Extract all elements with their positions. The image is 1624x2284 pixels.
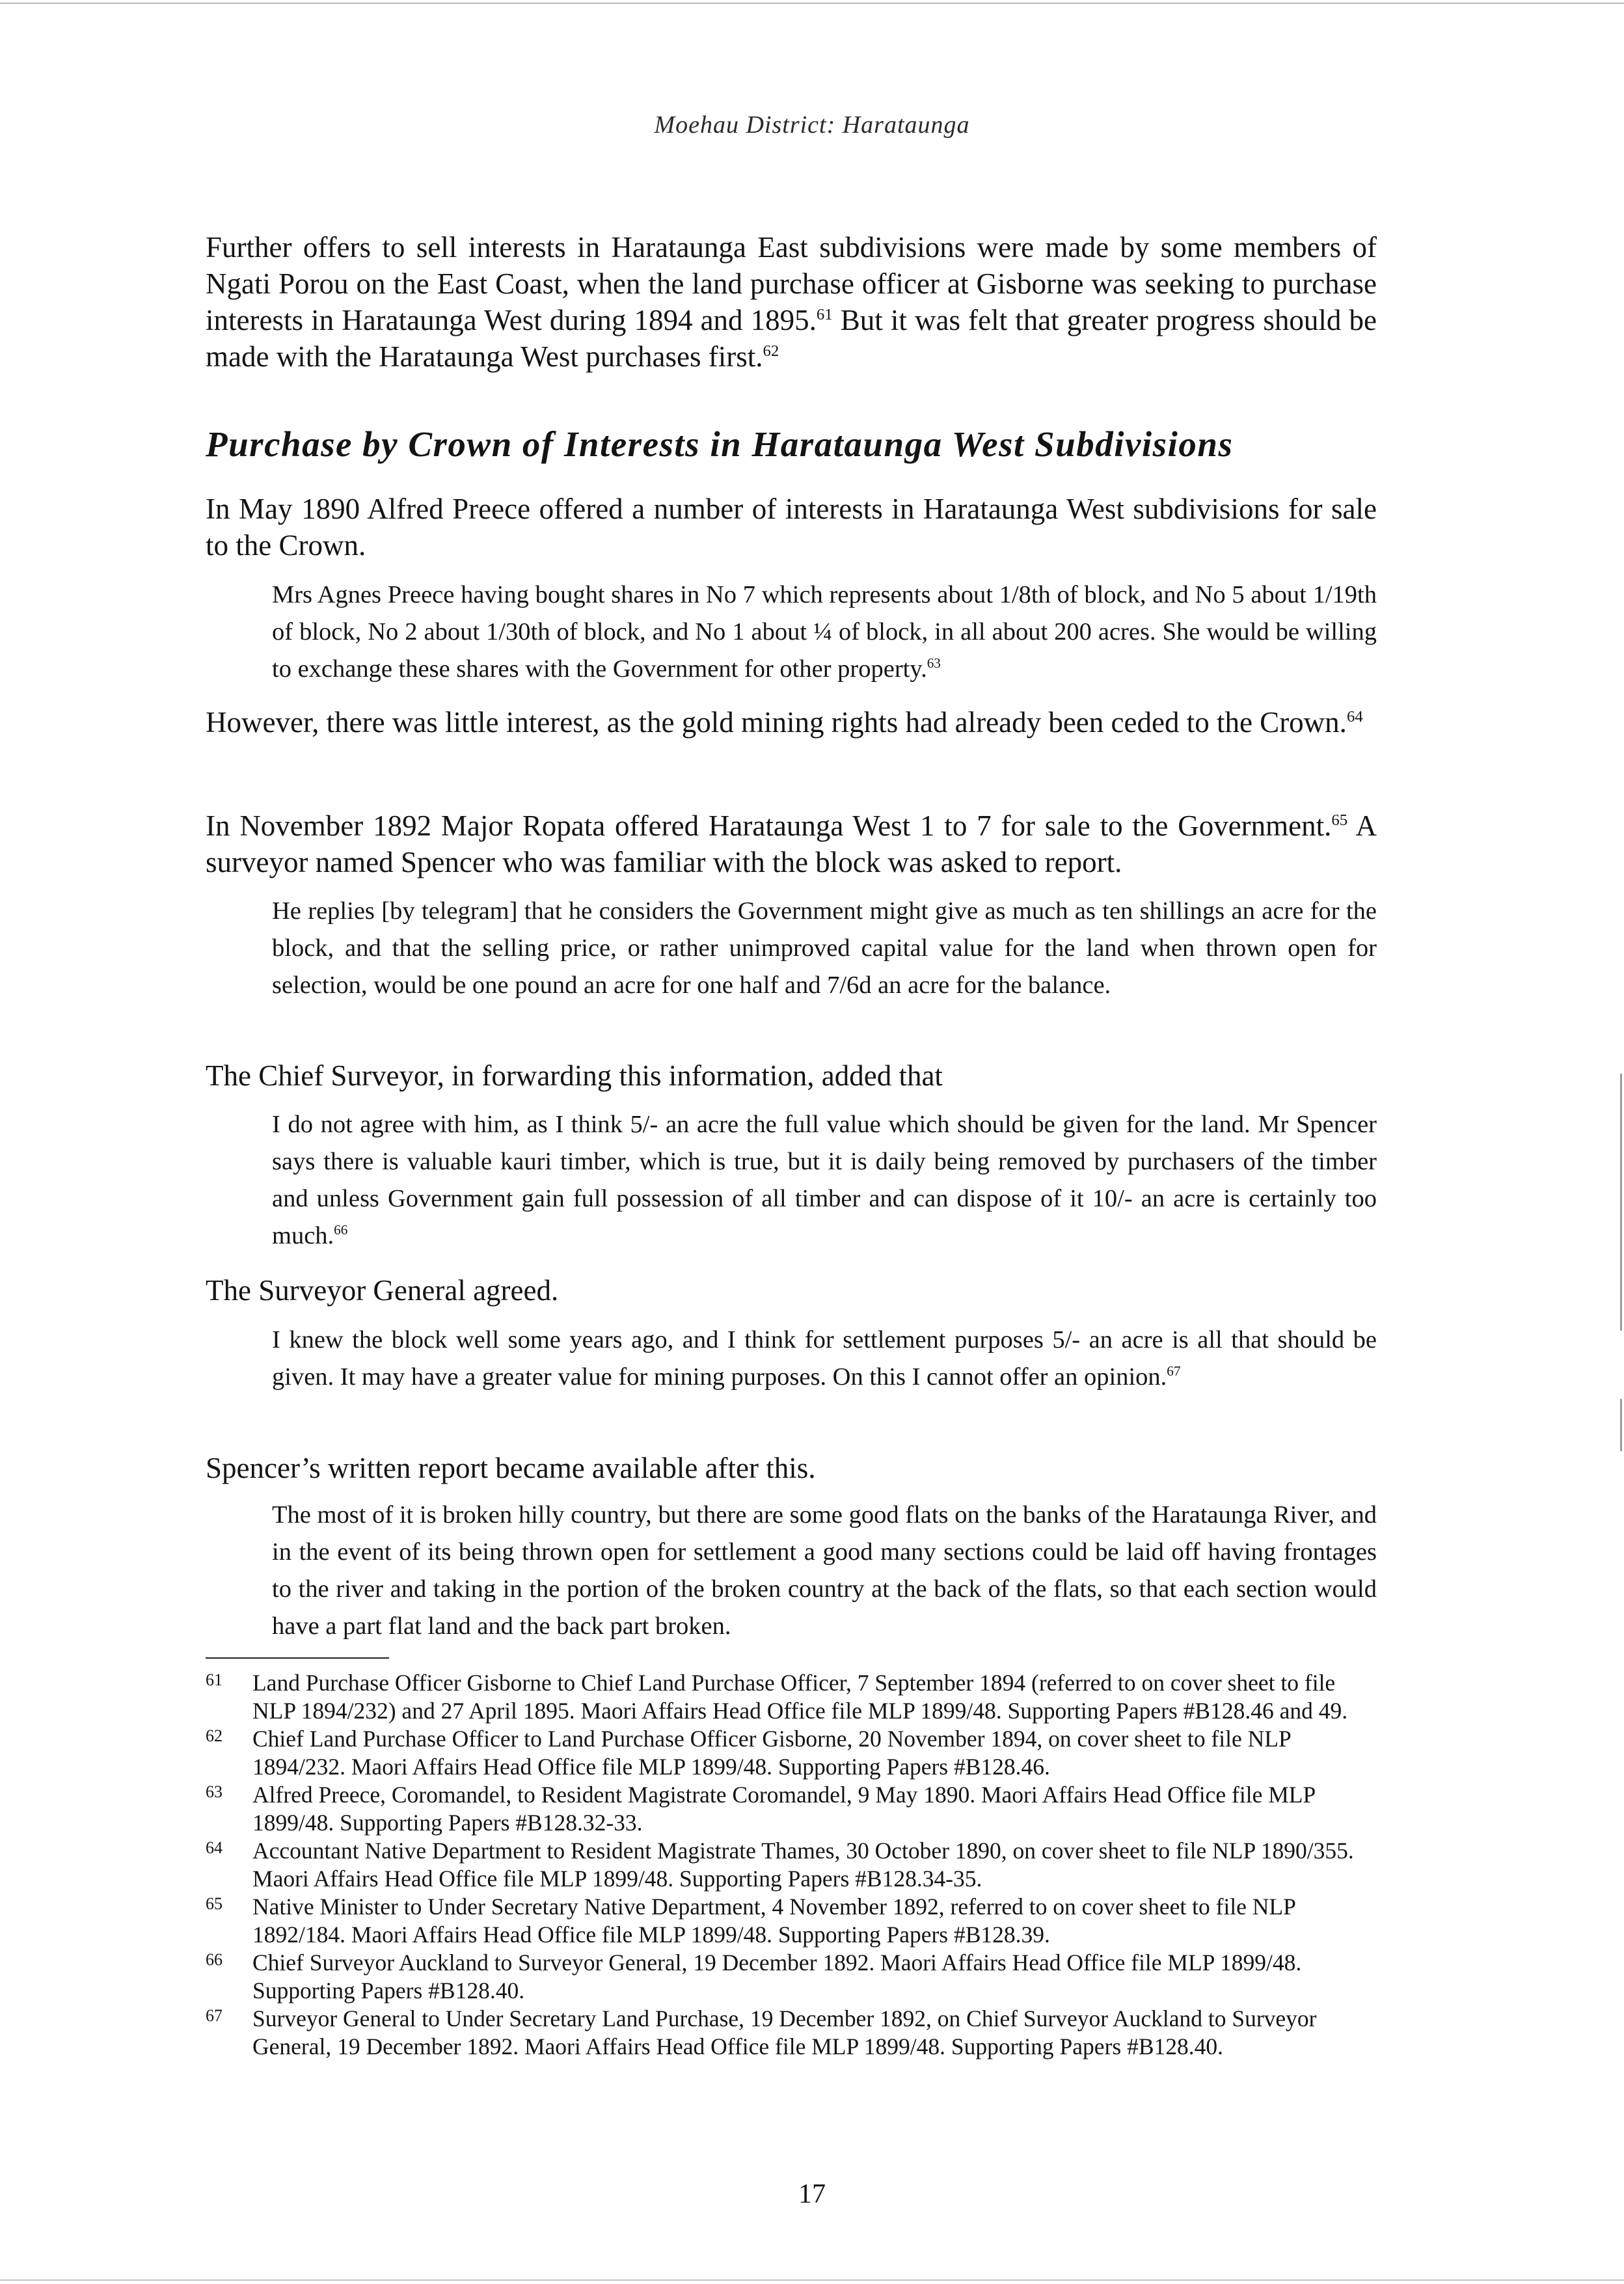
body-paragraph bbox=[206, 1450, 1377, 1486]
footnote-text: Surveyor General to Under Secretary Land Purchase, 19 December 1892, on Chief Surveyor Auckland to Surveyor General, 19 December 1892. Maori Affairs Head Office file MLP 1899/48. Supporting Papers #B128.40. bbox=[252, 2005, 1317, 2060]
body-paragraph bbox=[206, 229, 1377, 375]
footnote-text: Chief Land Purchase Officer to Land Purchase Officer Gisborne, 20 November 1894, on cover sheet to file NLP 1894/232. Maori Affairs Head Office file MLP 1899/48. Supporting Papers #B128.46. bbox=[252, 1726, 1291, 1780]
paragraph-text: Further offers to sell interests in Harataunga East subdivisions were made by some members of Ngati Porou on the East Coast, when the land purchase officer at Gisborne was seeking to purchase interests in Harataunga West during 1894 and 1895. bbox=[206, 231, 1377, 336]
scan-margin-mark bbox=[1620, 1074, 1622, 1331]
footnote-text: Alfred Preece, Coromandel, to Resident Magistrate Coromandel, 9 May 1890. Maori Affairs Head Office file MLP 1899/48. Supporting Papers #B128.32-33. bbox=[252, 1782, 1315, 1836]
footnote-number: 63 bbox=[206, 1782, 223, 1801]
quote-text: I do not agree with him, as I think 5/- an acre the full value which should be given for the land. Mr Spencer says there is valuable kauri timber, which is true, but it is daily being removed by purchasers of the timber and unless Government gain full possession of all timber and can dispose of it 10/- an acre is certainly too much. bbox=[272, 1111, 1377, 1249]
footnote-text: Chief Surveyor Auckland to Surveyor General, 19 December 1892. Maori Affairs Head Office file MLP 1899/48. Supporting Papers #B128.40. bbox=[252, 1950, 1302, 2004]
footnotes bbox=[206, 1669, 1377, 2061]
block-quote bbox=[272, 1322, 1377, 1396]
footnote-ref: 66 bbox=[334, 1222, 348, 1238]
block-quote bbox=[272, 1106, 1377, 1255]
scan-edge-bottom bbox=[0, 2279, 1624, 2281]
footnote bbox=[206, 1893, 1377, 1949]
quote-text: I knew the block well some years ago, and I think for settlement purposes 5/- an acre is all that should be given. It may have a greater value for mining purposes. On this I cannot offer an opinion. bbox=[272, 1326, 1377, 1391]
body-paragraph bbox=[206, 491, 1377, 564]
footnote bbox=[206, 1781, 1377, 1837]
paragraph-text: But it was felt that greater progress should be made with the Harataunga West purchases first. bbox=[206, 304, 1377, 373]
body-paragraph bbox=[206, 808, 1377, 880]
block-quote bbox=[272, 1497, 1377, 1645]
footnote bbox=[206, 1949, 1377, 2005]
footnote-number: 61 bbox=[206, 1670, 223, 1689]
footnote-ref: 65 bbox=[1331, 811, 1348, 829]
quote-text: The most of it is broken hilly country, but there are some good flats on the banks of the Harataunga River, and in the event of its being thrown open for settlement a good many sections could be laid off having frontages to the river and taking in the portion of the broken country at the back of the flats, so that each section would have a part flat land and the back part broken. bbox=[272, 1501, 1377, 1640]
footnote bbox=[206, 1837, 1377, 1893]
footnote-ref: 62 bbox=[763, 342, 779, 360]
footnote bbox=[206, 1725, 1377, 1781]
body-paragraph bbox=[206, 1272, 1377, 1309]
footnote-number: 67 bbox=[206, 2006, 223, 2025]
body-paragraph bbox=[206, 1057, 1377, 1094]
quote-text: Mrs Agnes Preece having bought shares in No 7 which represents about 1/8th of block, and No 5 about 1/19th of block, No 2 about 1/30th of block, and No 1 about ¼ of block, in all about 200 acres. She would be willing to exchange these shares with the Government for other property. bbox=[272, 581, 1377, 683]
footnote-number: 66 bbox=[206, 1950, 223, 1969]
body-paragraph bbox=[206, 704, 1377, 741]
paragraph-text: The Chief Surveyor, in forwarding this information, added that bbox=[206, 1059, 943, 1092]
footnote-number: 65 bbox=[206, 1894, 223, 1913]
footnote-text: Accountant Native Department to Resident Magistrate Thames, 30 October 1890, on cover sheet to file NLP 1890/355. Maori Affairs Head Office file MLP 1899/48. Supporting Papers #B128.34-35. bbox=[252, 1838, 1354, 1892]
footnote-ref: 61 bbox=[816, 306, 833, 323]
paragraph-text: In November 1892 Major Ropata offered Harataunga West 1 to 7 for sale to the Government. bbox=[206, 809, 1332, 842]
paragraph-text: In May 1890 Alfred Preece offered a number of interests in Harataunga West subdivisions for sale to the Crown. bbox=[206, 493, 1377, 562]
paragraph-text: Spencer’s written report became available after this. bbox=[206, 1452, 816, 1484]
scan-edge-top bbox=[0, 3, 1624, 4]
block-quote bbox=[272, 577, 1377, 688]
footnote-text: Land Purchase Officer Gisborne to Chief Land Purchase Officer, 7 September 1894 (referred to on cover sheet to file NLP 1894/232) and 27 April 1895. Maori Affairs Head Office file MLP 1899/48. Supporting Papers #B128.46 and 49. bbox=[252, 1670, 1348, 1724]
footnote-ref: 67 bbox=[1167, 1363, 1181, 1380]
footnote-number: 64 bbox=[206, 1838, 223, 1857]
page-number: 17 bbox=[798, 2179, 826, 2209]
scan-margin-mark bbox=[1620, 1399, 1622, 1451]
footnote-ref: 64 bbox=[1346, 708, 1363, 726]
footnote bbox=[206, 2005, 1377, 2061]
quote-text: He replies [by telegram] that he considers the Government might give as much as ten shillings an acre for the block, and that the selling price, or rather unimproved capital value for the land when thrown open for selection, would be one pound an acre for one half and 7/6d an acre for the balance. bbox=[272, 897, 1377, 999]
footnote-text: Native Minister to Under Secretary Native Department, 4 November 1892, referred to on cover sheet to file NLP 1892/184. Maori Affairs Head Office file MLP 1899/48. Supporting Papers #B128.39. bbox=[252, 1894, 1295, 1948]
footnote-ref: 63 bbox=[927, 655, 941, 672]
paragraph-text: The Surveyor General agreed. bbox=[206, 1274, 559, 1307]
block-quote bbox=[272, 893, 1377, 1004]
paragraph-text: However, there was little interest, as the gold mining rights had already been ceded to the Crown. bbox=[206, 706, 1347, 739]
paragraph-text: A surveyor named Spencer who was familiar with the block was asked to report. bbox=[206, 809, 1377, 878]
footnote-number: 62 bbox=[206, 1726, 223, 1745]
footnote bbox=[206, 1669, 1377, 1725]
running-head: Moehau District: Harataunga bbox=[654, 111, 970, 139]
footnote-rule bbox=[206, 1657, 389, 1659]
section-heading: Purchase by Crown of Interests in Harataunga West Subdivisions bbox=[206, 424, 1234, 464]
